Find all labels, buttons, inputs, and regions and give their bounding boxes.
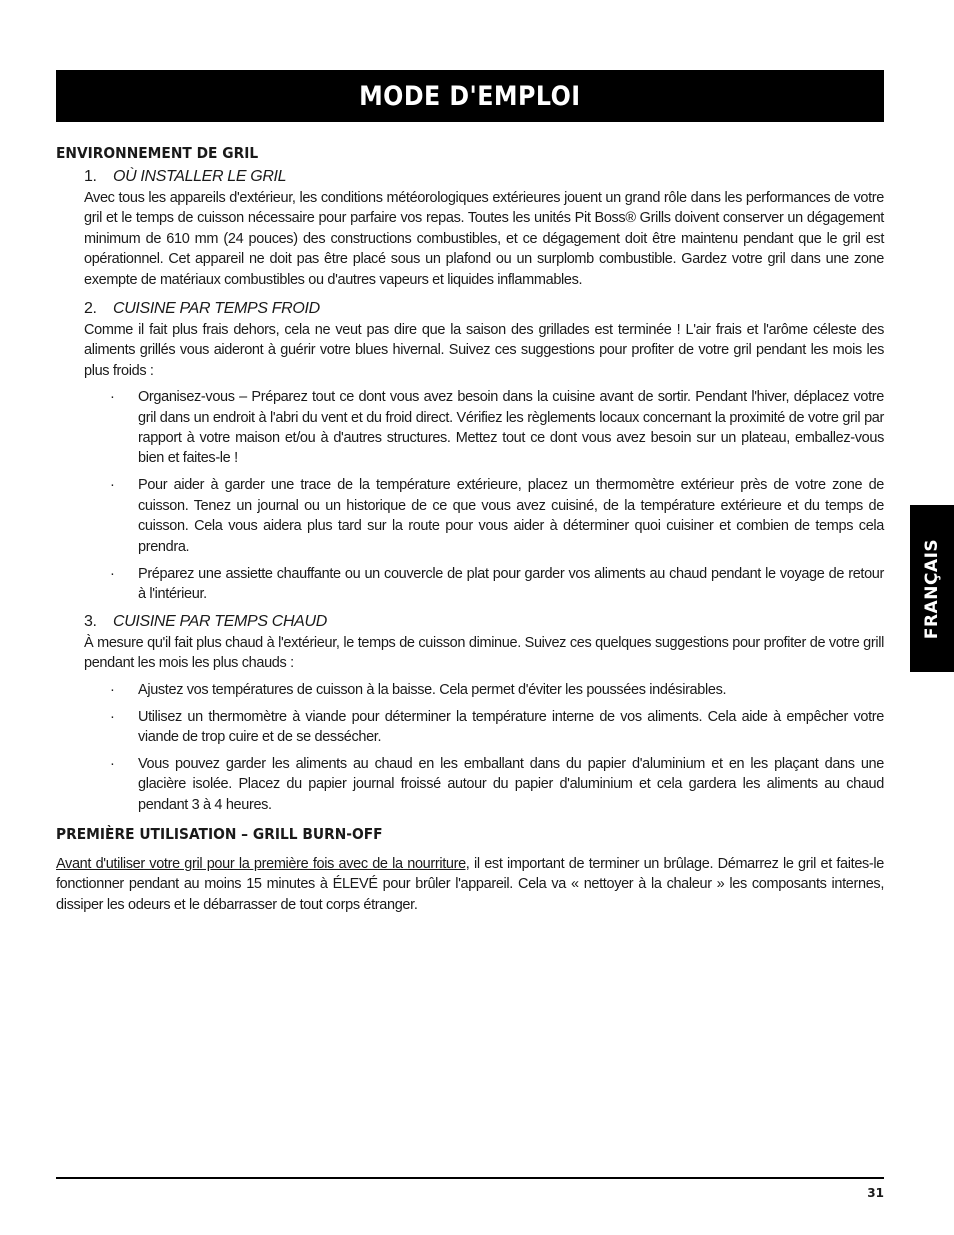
section-heading: PREMIÈRE UTILISATION – GRILL BURN-OFF	[56, 825, 383, 844]
paragraph-text: il est important de terminer un brûlage. Démarrez le gril et faites-le fonctionner pendant au moins 15 minutes à ÉLEVÉ pour brûler l'appareil. Cela va « nettoyer à la chaleur » les composants internes, dissiper les odeurs et le débarrasser de tout corps étranger.	[56, 856, 884, 913]
subsection-title-text: CUISINE PAR TEMPS CHAUD	[113, 612, 327, 630]
list-item	[84, 707, 884, 748]
bullet-icon: ·	[110, 565, 115, 582]
underlined-text: Avant d'utiliser votre gril pour la première fois avec de la nourriture,	[56, 856, 470, 873]
page-title-bar	[56, 70, 884, 122]
subsection-title-text: OÙ INSTALLER LE GRIL	[113, 168, 287, 185]
bullet-icon: ·	[110, 708, 115, 725]
subsection-number: 2.	[84, 300, 97, 318]
footer-divider	[56, 1177, 884, 1179]
subsection-cold-weather	[84, 298, 884, 604]
page-number: 31	[867, 1186, 884, 1200]
paragraph: Comme il fait plus frais dehors, cela ne veut pas dire que la saison des grillades est terminée ! L'air frais et l'arôme céleste des aliments grillés vous aideront à guérir votre blues hivernal. Suivez ces suggestions pour profiter de votre gril pendant les mois les plus froids :	[84, 322, 884, 379]
list-item-text: Ajustez vos températures de cuisson à la baisse. Cela permet d'éviter les poussées indésirables.	[138, 681, 727, 698]
list-item	[84, 564, 884, 605]
section-heading: ENVIRONNEMENT DE GRIL	[56, 144, 259, 162]
paragraph: À mesure qu'il fait plus chaud à l'extérieur, le temps de cuisson diminue. Suivez ces quelques suggestions pour profiter de votre grill pendant les mois les plus chauds :	[84, 634, 884, 672]
subsection-number: 1.	[84, 168, 97, 185]
list-item-text: Organisez-vous – Préparez tout ce dont vous avez besoin dans la cuisine avant de sortir. Pendant l'hiver, déplacez votre gril dans un endroit à l'abri du vent et du froid direct. Vérifiez les règlements locaux concernant la proximité de votre gril par rapport à votre maison et/ou à d'autres structures. Mettez tout ce dont vous avez besoin sur un plateau, emballez-vous bien et faites-le !	[138, 389, 884, 467]
list-item	[84, 475, 884, 557]
subsection-number: 3.	[84, 612, 97, 630]
subsection-title	[84, 298, 884, 320]
list-item	[84, 754, 884, 815]
bullet-icon: ·	[110, 681, 115, 698]
page-title: MODE D'EMPLOI	[359, 80, 581, 112]
list-item-text: Utilisez un thermomètre à viande pour déterminer la température interne de vos aliments. Cela aide à empêcher votre viande de trop cuire et de se dessécher.	[138, 708, 884, 745]
bullet-icon: ·	[110, 389, 115, 406]
paragraph-burn-off	[56, 854, 884, 915]
list-item-text: Vous pouvez garder les aliments au chaud en les emballant dans du papier d'aluminium et en les plaçant dans une glacière isolée. Placez du papier journal froissé autour du papier d'aluminium et cela gardera les aliments au chaud pendant 3 à 4 heures.	[138, 755, 884, 813]
list-item-text: Pour aider à garder une trace de la température extérieure, placez un thermomètre extérieur près de votre zone de cuisson. Tenez un journal ou un historique de ce que vous avez cuisiné, de la température extérieure et du temps de cuisson. Cela vous aidera plus tard sur la route pour vous aider à déterminer quoi cuisiner et combien de temps cela prendra.	[138, 477, 884, 555]
subsection-hot-weather	[84, 611, 884, 815]
list-item	[84, 387, 884, 469]
list-item	[84, 680, 884, 700]
subsection-title	[84, 166, 884, 188]
language-tab	[910, 505, 954, 672]
bullet-icon: ·	[110, 755, 115, 772]
bullet-icon: ·	[110, 477, 115, 494]
subsection-title	[84, 611, 884, 633]
language-tab-label: FRANÇAIS	[922, 538, 943, 639]
document-body	[56, 142, 884, 915]
subsection-title-text: CUISINE PAR TEMPS FROID	[113, 300, 320, 318]
list-item-text: Préparez une assiette chauffante ou un couvercle de plat pour garder vos aliments au chaud pendant le voyage de retour à l'intérieur.	[138, 565, 884, 602]
bullet-list	[84, 387, 884, 604]
paragraph: Avec tous les appareils d'extérieur, les conditions météorologiques extérieures jouent un grand rôle dans les performances de votre gril et le temps de cuisson nécessaire pour parfaire vos repas. Toutes les unités Pit Boss® Grills doivent conserver un dégagement minimum de 610 mm (24 pouces) des constructions combustibles, et ce dégagement doit être maintenu pendant que le gril est opérationnel. Cet appareil ne doit pas être placé sous un plafond ou un surplomb combustible. Gardez votre gril dans une zone exempte de matériaux combustibles ou d'autres vapeurs et liquides inflammables.	[84, 190, 884, 288]
bullet-list	[84, 680, 884, 815]
subsection-install	[84, 166, 884, 290]
